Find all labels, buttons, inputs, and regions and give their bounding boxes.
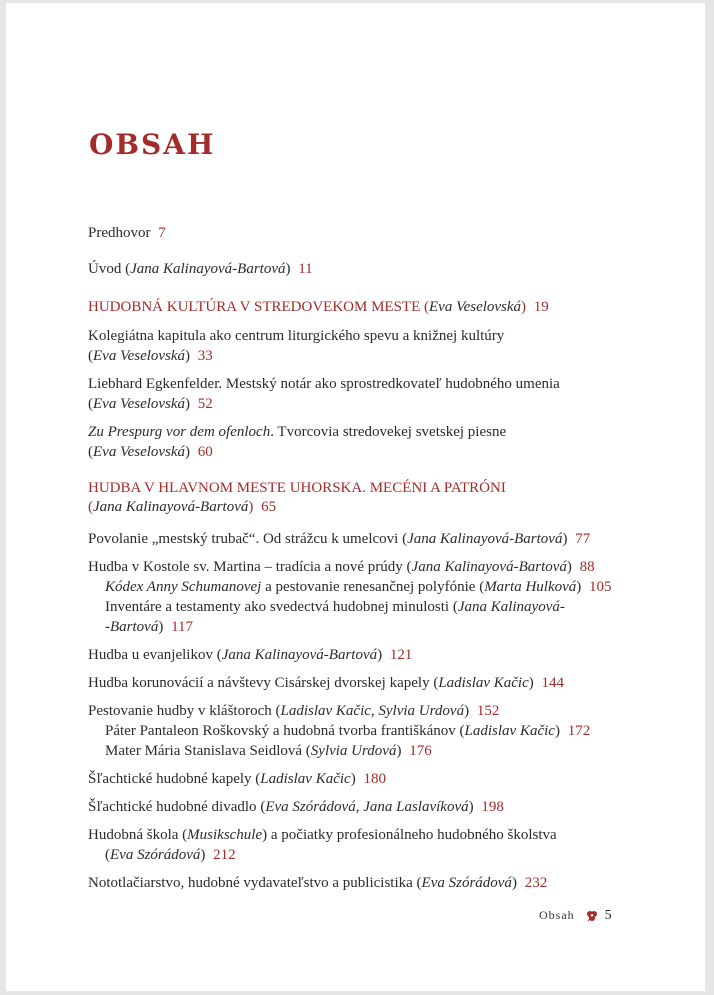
entry-author: Ladislav Kačic bbox=[438, 675, 529, 691]
page-number: 172 bbox=[567, 723, 591, 739]
toc-line-egkenfelder: (Eva Veselovská) 52 bbox=[88, 396, 213, 412]
entry-title: ) a počiatky profesionálneho hudobného školstva bbox=[262, 827, 557, 843]
entry-author: Eva Veselovská bbox=[93, 444, 186, 460]
toc-line-kapely: Šľachtické hudobné kapely (Ladislav Kačic) 180 bbox=[88, 771, 386, 787]
entry-author: Eva Szórádová, Jana Laslavíková bbox=[265, 799, 469, 815]
entry-author: Eva Szórádová bbox=[421, 875, 512, 891]
entry-title: Povolanie „mestský trubač“. Od strážcu k umelcovi bbox=[88, 531, 399, 547]
page-number: 7 bbox=[158, 225, 166, 241]
page-footer bbox=[539, 908, 612, 924]
toc-line-trubac: Povolanie „mestský trubač“. Od strážcu k umelcovi (Jana Kalinayová-Bartová) 77 bbox=[88, 531, 591, 547]
rose-ornament-icon bbox=[585, 909, 599, 923]
toc-line-nototlaciarstvo: Nototlačiarstvo, hudobné vydavateľstvo a publicistika (Eva Szórádová) 232 bbox=[88, 875, 548, 891]
toc-line-martin: Inventáre a testamenty ako svedectvá hudobnej minulosti (Jana Kalinayová- bbox=[105, 599, 565, 615]
toc-line-predhovor bbox=[88, 223, 166, 243]
page-number: 212 bbox=[213, 847, 236, 863]
entry-author: Eva Veselovská bbox=[93, 396, 186, 412]
toc-line-sec2 bbox=[88, 478, 506, 498]
toc-line-martin: Hudba v Kostole sv. Martina – tradícia a nové prúdy (Jana Kalinayová-Bartová) 88 bbox=[88, 559, 595, 575]
entry-author: Jana Kalinayová-Bartová bbox=[93, 499, 249, 515]
page-number: 105 bbox=[589, 579, 612, 595]
entry-title: Mater Mária Stanislava Seidlová bbox=[105, 743, 303, 759]
entry-author: Jana Kalinayová- bbox=[457, 599, 565, 615]
page-number: 176 bbox=[409, 743, 432, 759]
document-page bbox=[6, 3, 705, 991]
entry-author: Ladislav Kačic bbox=[260, 771, 351, 787]
entry-title: a pestovanie renesančnej polyfónie bbox=[261, 579, 476, 595]
toc-line-uvod: Úvod (Jana Kalinayová-Bartová) 11 bbox=[88, 261, 313, 277]
entry-author: Eva Veselovská bbox=[93, 348, 186, 364]
toc-line-klastory: Mater Mária Stanislava Seidlová (Sylvia Urdová) 176 bbox=[105, 743, 432, 759]
entry-title-italic: Musikschule bbox=[187, 827, 263, 843]
entry-author: Ladislav Kačic, Sylvia Urdová bbox=[280, 703, 465, 719]
entry-title: Šľachtické hudobné divadlo bbox=[88, 799, 257, 815]
page-number: 121 bbox=[389, 647, 413, 663]
toc-line-martin: -Bartová) 117 bbox=[105, 619, 194, 635]
entry-title: Úvod bbox=[88, 261, 122, 277]
toc-line-prespurg bbox=[88, 422, 506, 442]
entry-author: Jana Kalinayová-Bartová bbox=[221, 647, 378, 663]
toc-line-kolegiatna: (Eva Veselovská) 33 bbox=[88, 348, 213, 364]
toc-line-sec2: (Jana Kalinayová-Bartová) 65 bbox=[88, 499, 277, 515]
entry-title-italic: Kódex Anny Schumanovej bbox=[105, 579, 262, 595]
toc-line-skola: (Eva Szórádová) 212 bbox=[105, 847, 236, 863]
entry-title: Inventáre a testamenty ako svedectvá hudobnej minulosti bbox=[105, 599, 450, 615]
entry-title: Pestovanie hudby v kláštoroch bbox=[88, 703, 272, 719]
entry-author: Eva Veselovská bbox=[429, 299, 522, 315]
entry-author: Ladislav Kačic bbox=[464, 723, 555, 739]
toc-line-evanjelikov: Hudba u evanjelikov (Jana Kalinayová-Bartová) 121 bbox=[88, 647, 413, 663]
entry-title: Nototlačiarstvo, hudobné vydavateľstvo a publicistika bbox=[88, 875, 413, 891]
toc-line-korunovacie: Hudba korunovácií a návštevy Cisárskej dvorskej kapely (Ladislav Kačic) 144 bbox=[88, 675, 565, 691]
entry-title: Kolegiátna kapitula ako centrum liturgického spevu a knižnej kultúry bbox=[88, 328, 505, 344]
entry-title: Páter Pantaleon Roškovský a hudobná tvorba františkánov bbox=[105, 723, 456, 739]
entry-title: Hudobná škola ( bbox=[88, 827, 188, 843]
entry-title: Hudba v Kostole sv. Martina – tradícia a nové prúdy bbox=[88, 559, 403, 575]
page-number: 152 bbox=[476, 703, 500, 719]
toc-line-prespurg: (Eva Veselovská) 60 bbox=[88, 444, 213, 460]
entry-author: Jana Kalinayová-Bartová bbox=[130, 261, 286, 277]
entry-title: HUDBA V HLAVNOM MESTE UHORSKA. MECÉNI A PATRÓNI bbox=[88, 480, 506, 496]
entry-title: HUDOBNÁ KULTÚRA V STREDOVEKOM MESTE bbox=[88, 299, 421, 315]
toc-line-kolegiatna bbox=[88, 326, 504, 346]
entry-author: -Bartová bbox=[105, 619, 159, 635]
entry-author: Jana Kalinayová-Bartová bbox=[411, 559, 567, 575]
toc-line-divadlo: Šľachtické hudobné divadlo (Eva Szórádová, Jana Laslavíková) 198 bbox=[88, 799, 504, 815]
toc-line-klastory: Pestovanie hudby v kláštoroch (Ladislav Kačic, Sylvia Urdová) 152 bbox=[88, 703, 500, 719]
entry-author: Eva Szórádová bbox=[110, 847, 201, 863]
entry-author: Sylvia Urdová bbox=[310, 743, 397, 759]
page-number: 88 bbox=[579, 559, 595, 575]
page-number: 5 bbox=[604, 908, 612, 923]
entry-title: Šľachtické hudobné kapely bbox=[88, 771, 252, 787]
page-number: 144 bbox=[541, 675, 565, 691]
page-number: 77 bbox=[575, 531, 591, 547]
running-footer-label: Obsah bbox=[539, 908, 575, 922]
toc-line-klastory: Páter Pantaleon Roškovský a hudobná tvorba františkánov (Ladislav Kačic) 172 bbox=[105, 723, 591, 739]
toc-line-skola bbox=[88, 825, 557, 845]
toc-line-egkenfelder bbox=[88, 374, 560, 394]
page-number: 198 bbox=[481, 799, 504, 815]
entry-title-italic: Zu Prespurg vor dem ofenloch bbox=[88, 424, 271, 440]
page-number: 232 bbox=[524, 875, 548, 891]
page-number: 117 bbox=[171, 619, 194, 635]
entry-title: Hudba korunovácií a návštevy Cisárskej dvorskej kapely bbox=[88, 675, 430, 691]
page-number: 19 bbox=[533, 299, 549, 315]
entry-author: Marta Hulková bbox=[484, 579, 577, 595]
page-number: 180 bbox=[363, 771, 386, 787]
entry-title: . Tvorcovia stredovekej svetskej piesne bbox=[270, 424, 507, 440]
page-number: 33 bbox=[197, 348, 213, 364]
toc-line-martin: Kódex Anny Schumanovej a pestovanie renesančnej polyfónie (Marta Hulková) 105 bbox=[105, 579, 612, 595]
page-number: 60 bbox=[197, 444, 213, 460]
entry-title: Hudba u evanjelikov bbox=[88, 647, 213, 663]
entry-title: Predhovor bbox=[88, 225, 151, 241]
page-number: 65 bbox=[261, 499, 277, 515]
page-number: 52 bbox=[197, 396, 213, 412]
page-title: OBSAH bbox=[89, 128, 216, 161]
page-number: 11 bbox=[298, 261, 313, 277]
entry-title: Liebhard Egkenfelder. Mestský notár ako sprostredkovateľ hudobného umenia bbox=[88, 376, 560, 392]
toc-line-sec1: HUDOBNÁ KULTÚRA V STREDOVEKOM MESTE (Eva Veselovská) 19 bbox=[88, 299, 549, 315]
entry-author: Jana Kalinayová-Bartová bbox=[407, 531, 563, 547]
